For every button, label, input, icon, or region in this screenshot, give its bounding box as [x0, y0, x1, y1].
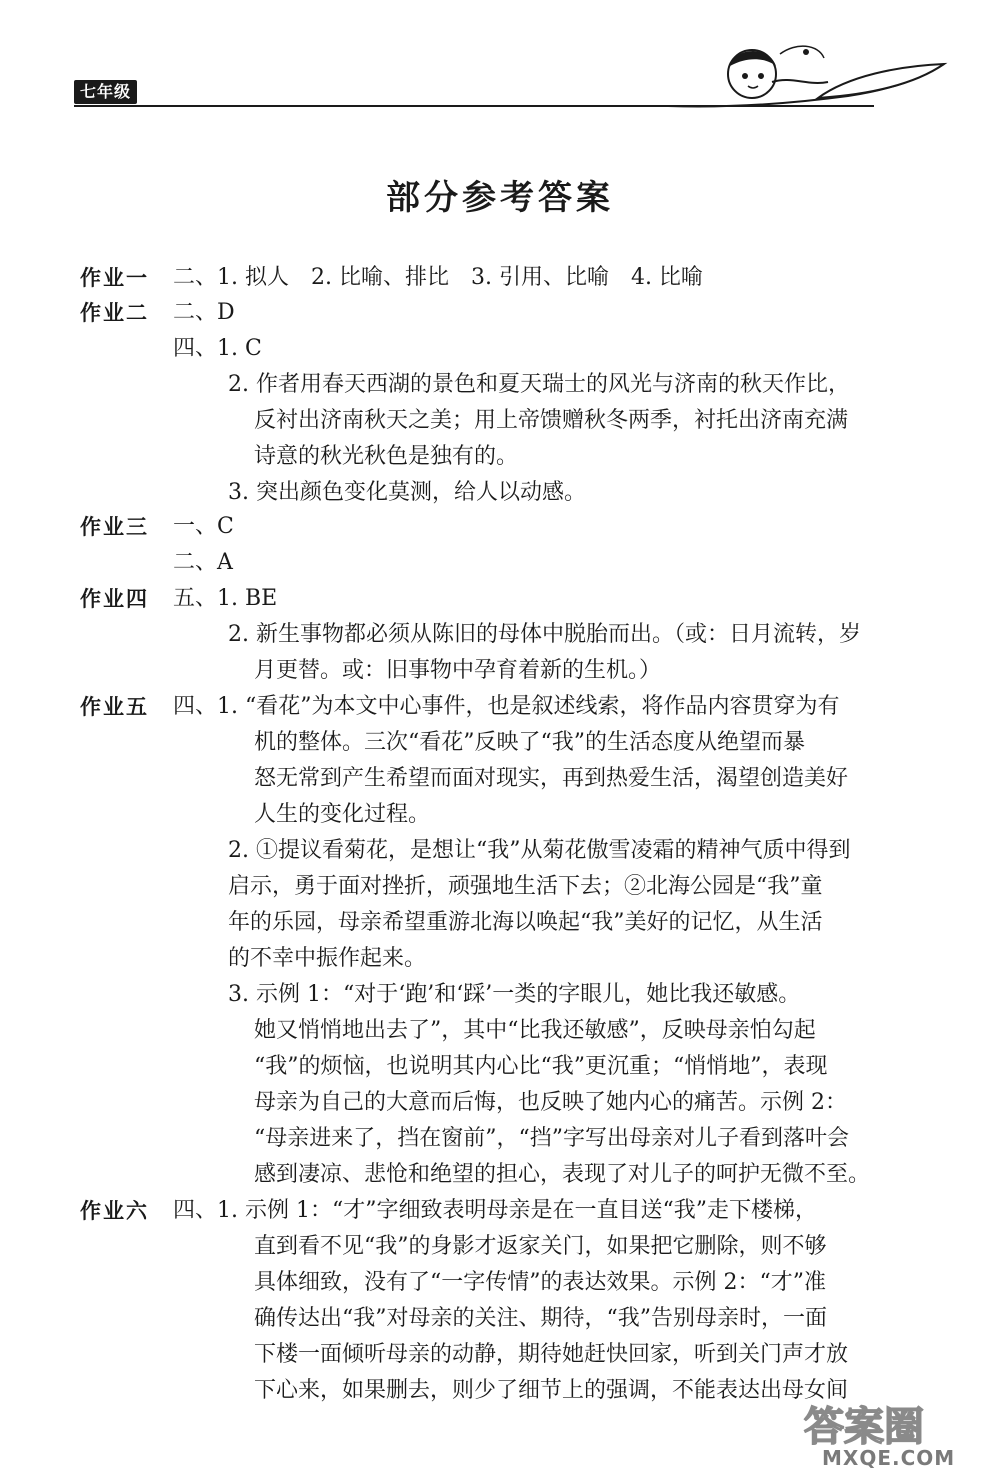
answer-line: 年的乐园，母亲希望重游北海以唤起“我”美好的记忆，从生活 [228, 910, 823, 935]
answer-line: 3. 示例 1：“对于‘跑’和‘踩’一类的字眼儿，她比我还敏感。 [228, 982, 801, 1007]
answer-line: 3. 突出颜色变化莫测，给人以动感。 [228, 480, 586, 505]
answer-line: 下楼一面倾听母亲的动静，期待她赶快回家，听到关门声才放 [254, 1342, 849, 1367]
answer-line: 月更替。或：旧事物中孕育着新的生机。） [254, 658, 662, 683]
answer-line: 怒无常到产生希望而面对现实，再到热爱生活，渴望创造美好 [254, 766, 849, 791]
homework-label: 作业五 [80, 695, 149, 719]
answer-line: 的不幸中振作起来。 [228, 946, 427, 971]
answer-line: 2. ①提议看菊花，是想让“我”从菊花傲雪凌霜的精神气质中得到 [228, 838, 851, 863]
answer-line: 反衬出济南秋天之美；用上帝馈赠秋冬两季，衬托出济南充满 [254, 408, 849, 433]
answer-line: 感到凄凉、悲怆和绝望的担心，表现了对儿子的呵护无微不至。 [254, 1162, 871, 1187]
answer-line: 人生的变化过程。 [254, 802, 431, 827]
homework-label: 作业四 [80, 587, 149, 611]
answer-line: “我”的烦恼，也说明其内心比“我”更沉重；“悄悄地”，表现 [254, 1054, 828, 1079]
answer-line: 五、1. BE [173, 586, 278, 611]
homework-label: 作业三 [80, 515, 149, 539]
answer-line: 直到看不见“我”的身影才返家关门，如果把它删除，则不够 [254, 1234, 827, 1259]
answer-line: 二、1. 拟人 2. 比喻、排比 3. 引用、比喻 4. 比喻 [173, 265, 703, 290]
answer-line: 母亲为自己的大意而后悔，也反映了她内心的痛苦。示例 2： [254, 1090, 847, 1115]
answer-line: 四、1. C [173, 336, 262, 361]
answer-line: 她又悄悄地出去了”，其中“比我还敏感”，反映母亲怕勾起 [254, 1018, 816, 1043]
answer-line: 机的整体。三次“看花”反映了“我”的生活态度从绝望而暴 [254, 730, 805, 755]
answer-line: 具体细致，没有了“一字传情”的表达效果。示例 2：“才”准 [254, 1270, 826, 1295]
answer-line: 下心来，如果删去，则少了细节上的强调，不能表达出母女间 [254, 1378, 849, 1403]
homework-label: 作业二 [80, 301, 149, 325]
answer-line: 2. 新生事物都必须从陈旧的母体中脱胎而出。（或：日月流转，岁 [228, 622, 861, 647]
watermark-site: MXQE.COM [822, 1446, 956, 1470]
answer-line: 四、1. “看花”为本文中心事件，也是叙述线索，将作品内容贯穿为有 [173, 694, 840, 719]
homework-label: 作业一 [80, 266, 149, 290]
mascot-illustration [668, 36, 948, 118]
answer-line: 诗意的秋光秋色是独有的。 [254, 444, 519, 469]
answer-line: 二、A [173, 550, 233, 575]
homework-label: 作业六 [80, 1199, 149, 1223]
answer-line: 四、1. 示例 1：“才”字细致表明母亲是在一直目送“我”走下楼梯， [173, 1198, 817, 1223]
page-title: 部分参考答案 [386, 178, 614, 218]
watermark-logo-text: 答案圈 [804, 1404, 924, 1450]
answer-line: 2. 作者用春天西湖的景色和夏天瑞士的风光与济南的秋天作比， [228, 372, 850, 397]
answer-line: 启示，勇于面对挫折，顽强地生活下去；②北海公园是“我”童 [228, 874, 823, 899]
grade-badge: 七年级 [74, 80, 137, 104]
answer-line: 确传达出“我”对母亲的关注、期待，“我”告别母亲时，一面 [254, 1306, 827, 1331]
answer-line: 二、D [173, 300, 235, 325]
answer-line: 一、C [173, 514, 234, 539]
answer-line: “母亲进来了，挡在窗前”，“挡”字写出母亲对儿子看到落叶会 [254, 1126, 849, 1151]
